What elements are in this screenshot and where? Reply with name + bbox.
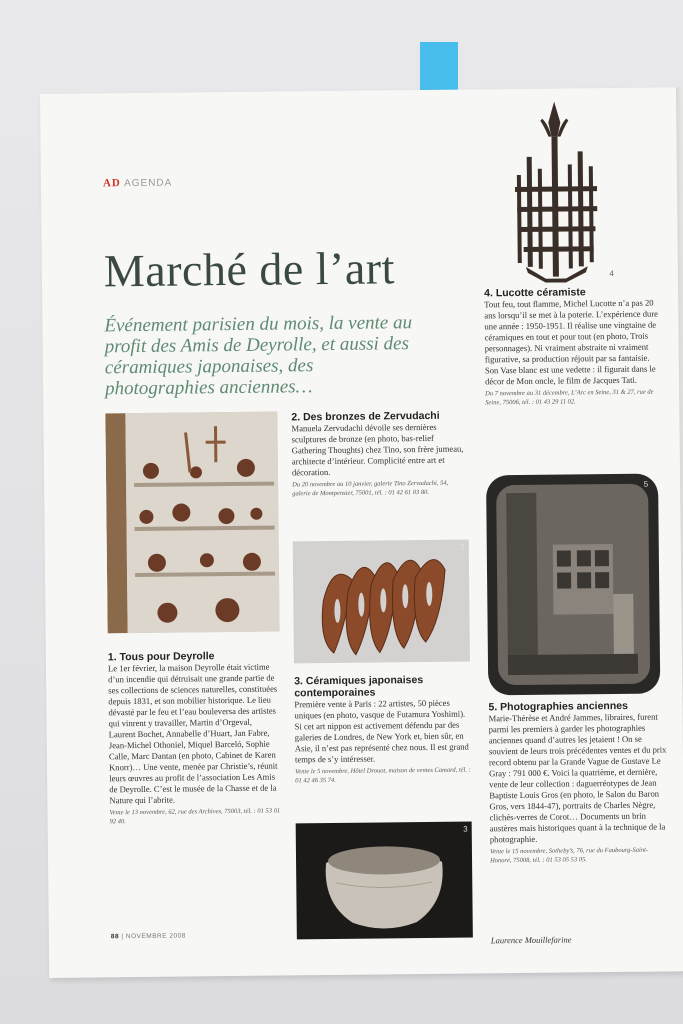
page-fold xyxy=(676,87,683,971)
photo-number: 3 xyxy=(463,824,468,834)
photo-number: 5 xyxy=(643,479,649,489)
sticky-tab xyxy=(420,42,458,94)
photo-number: 4 xyxy=(609,269,614,279)
article-2-body: Manuela Zervudachi dévoile ses dernières sculptures de bronze (en photo, bas-relief Gathering Thoughts) chez Tino, son frère jumeau, architecte d’intérieur. Complicité entre art et décoration. xyxy=(291,421,464,478)
section-label: AGENDA xyxy=(124,177,173,190)
article-4-info: Du 7 novembre au 31 décembre, L’Arc en Seine, 31 & 27, rue de Seine, 75006, tél. : 01 43 29 11 02. xyxy=(485,388,654,407)
brand-logo: AD xyxy=(102,177,121,190)
article-3-body: Première vente à Paris : 22 artistes, 50 pièces uniques (en photo, vasque de Futamura Yoshimi). Si cet art nippon est activement défendu par des galeries de Londres, de New York et, bien sûr, en Asie, il n’est pas représenté chez nous. Il est grand temps de s’y intéresser. xyxy=(294,697,469,765)
article-2-title: 2. Des bronzes de Zervudachi xyxy=(291,409,440,424)
article-2 xyxy=(291,410,468,499)
article-5-info: Vente le 15 novembre, Sotheby’s, 76, rue du Faubourg-Saint-Honoré, 75008, tél. : 01 53 05 53 05. xyxy=(489,846,649,865)
magazine-page xyxy=(40,87,683,978)
article-4 xyxy=(484,285,663,407)
photo-deyrolle-cabinet xyxy=(105,412,279,634)
page-number: 88 xyxy=(110,933,120,941)
page-footer: 88 | NOVEMBRE 2008 xyxy=(110,932,186,941)
issue-month: NOVEMBRE 2008 xyxy=(125,932,186,941)
author-byline: Laurence Mouillefarine xyxy=(490,934,572,946)
article-2-info: Du 20 novembre au 10 janvier, galerie Tino Zervudachi, 54, galerie de Montpensier, 75001, tél. : 01 42 61 03 80. xyxy=(292,479,449,498)
photo-lucotte-ceramic xyxy=(504,96,616,283)
article-1 xyxy=(108,650,282,827)
article-1-body: Le 1er février, la maison Deyrolle était victime d’un incendie qui détruisait une grande partie de ses collections de sciences naturelles, constituées depuis 1831, et son mobilier historique. Le lieu dévasté par le feu et l’eau bouleversa des artistes qui vinrent y travailler, Martin d’Orgeval, Laurent Bochet, Annabelle d’Huart, Jan Fabre, Jean-Michel Othoniel, Miquel Barceló, Sophie Calle, Marc Dantan (en photo, Cabinet de Karen Knorr)… Une vente, menée par Christie’s, réunit leurs œuvres au profit de l’association Les Amis de Deyrolle. C’est le musée de la Chasse et de la Nature qui l’abrite. xyxy=(107,661,278,806)
article-3-info: Vente le 5 novembre, Hôtel Drouot, maison de ventes Camard, tél. : 01 42 46 35 74. xyxy=(295,766,471,785)
article-3 xyxy=(294,674,471,786)
photo-japanese-ceramic xyxy=(296,822,473,940)
article-4-body: Tout feu, tout flamme, Michel Lucotte n’a pas 20 ans lorsqu’il se met à la poterie. L’expérience dure une année : 1950-1951. Il réalise une vingtaine de céramiques en tout et pour tout (en photo, Trois personnages). Ni vraiment abstraite ni vraiment figurative, sa production réjouit par sa fantaisie. Son Vase blanc est une vedette : il figurait dans le décor de Mon oncle, le film de Jacques Tati. xyxy=(484,297,659,387)
article-3-title: 3. Céramiques japonaises contemporaines xyxy=(294,674,424,700)
photo-daguerreotype xyxy=(486,474,660,696)
page-title: Marché de l’art xyxy=(103,242,396,297)
article-5 xyxy=(488,699,668,865)
article-1-title: 1. Tous pour Deyrolle xyxy=(107,650,215,664)
page-subtitle: Événement parisien du mois, la vente au profit des Amis de Deyrolle, et aussi des céramiques japonaises, des photographies anciennes… xyxy=(104,312,413,400)
photo-zervudachi-bronze xyxy=(293,540,470,664)
article-5-body: Marie-Thérèse et André Jammes, libraires, furent parmi les premiers à garder les photographies anciennes quand d’autres les jetaient ! On se souvient de leurs trois précédentes ventes et du prix record obtenu par la Grande Vague de Gustave Le Gray : 791 000 €. Voici la quatrième, et dernière, vente de leur collection : daguerréotypes de Jean Baptiste Louis Gros (en photo, le Salon du Baron Gros, vers 1844-47), portraits de Charles Nègre, clichés-verres de Corot… Documents un brin austères mais historiques quant à la technique de la photographie. xyxy=(488,711,667,845)
section-header xyxy=(103,177,172,190)
photo-number: 2 xyxy=(460,542,465,552)
article-4-title: 4. Lucotte céramiste xyxy=(484,286,586,300)
article-1-info: Vente le 13 novembre, 62, rue des Archives, 75003, tél. : 01 53 01 92 40. xyxy=(109,807,281,826)
article-5-title: 5. Photographies anciennes xyxy=(488,699,628,714)
